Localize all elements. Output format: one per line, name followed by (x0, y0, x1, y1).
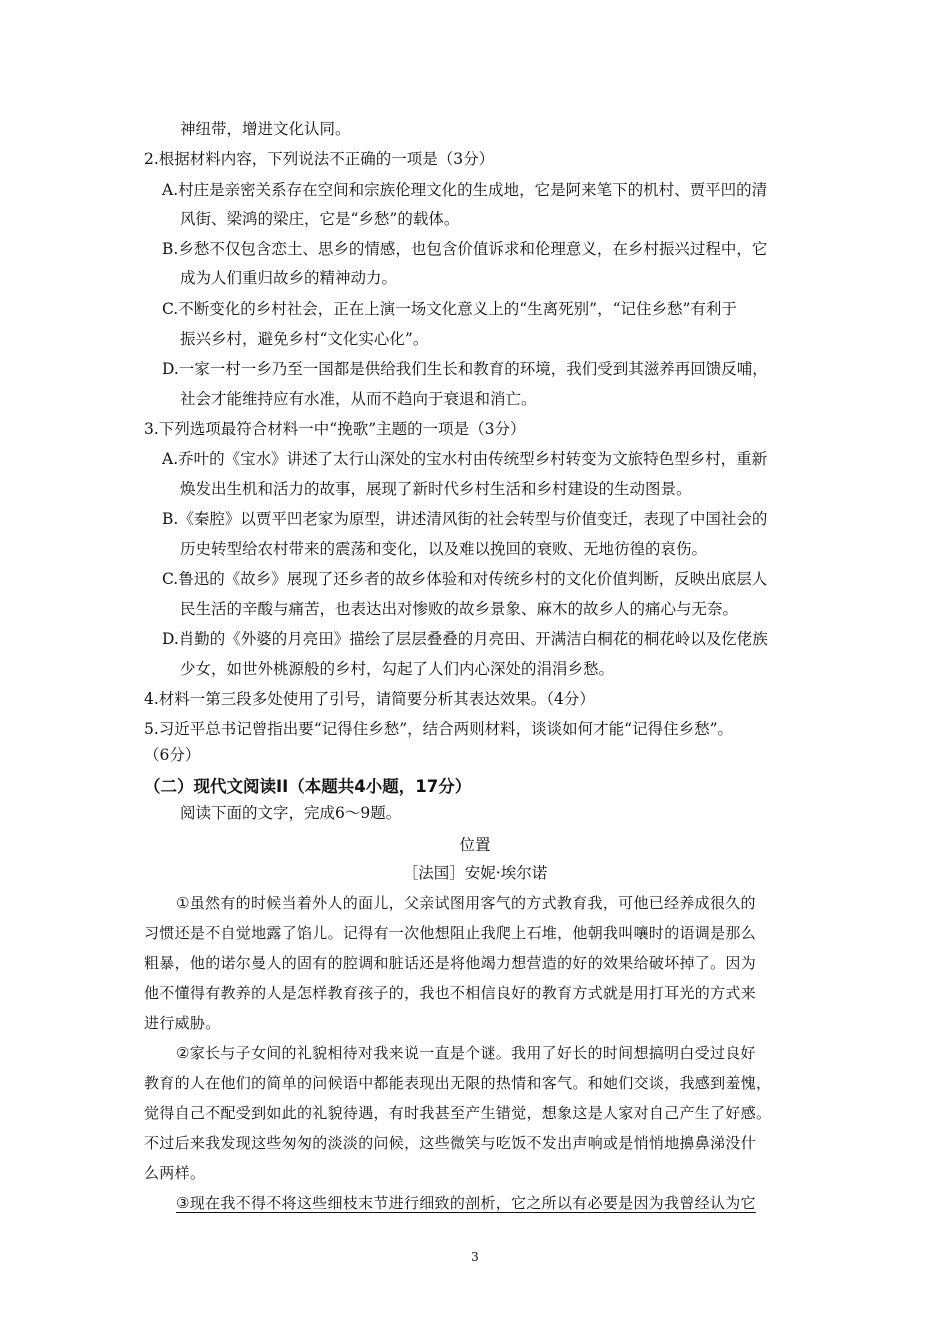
article-title: 位置 (459, 836, 491, 854)
section-heading: （二）现代文阅读II（本题共4小题，17分） (144, 777, 472, 796)
q3-option-c: C.鲁迅的《故乡》展现了还乡者的故乡体验和对传统乡村的文化价值判断，反映出底层人 (162, 570, 768, 588)
paragraph-1-line-3: 粗暴，他的诺尔曼人的固有的腔调和脏话还是将他竭力想营造的好的效果给破坏掉了。因为 (144, 954, 757, 972)
q2-option-d-cont: 社会才能维持应有水准，从而不趋向于衰退和消亡。 (180, 390, 537, 408)
paragraph-2-line-4: 不过后来我发现这些匆匆的淡淡的问候，这些微笑与吃饭不发出声响或是悄悄地擤鼻涕没什 (144, 1134, 757, 1152)
q2-option-a: A.村庄是亲密关系存在空间和宗族伦理文化的生成地，它是阿来笔下的机村、贾平凹的清 (162, 181, 768, 199)
q3-option-c-cont: 民生活的辛酸与痛苦，也表达出对惨败的故乡景象、麻木的故乡人的痛心与无奈。 (180, 600, 739, 618)
paragraph-1-line-5: 进行威胁。 (144, 1014, 221, 1032)
q3-option-b: B.《秦腔》以贾平凹老家为原型，讲述清风街的社会转型与价值变迁，表现了中国社会的 (162, 510, 768, 528)
instruction: 阅读下面的文字，完成6～9题。 (180, 804, 402, 822)
article-author: ［法国］安妮·埃尔诺 (402, 864, 548, 882)
paragraph-2-line-3: 觉得自己不配受到如此的礼貌待遇，有时我甚至产生错觉，想象这是人家对自己产生了好感。 (144, 1104, 772, 1122)
q2-option-b-cont: 成为人们重归故乡的精神动力。 (180, 269, 398, 287)
q2-option-c-cont: 振兴乡村，避免乡村“文化实心化”。 (180, 330, 429, 348)
q2-option-c: C.不断变化的乡村社会，正在上演一场文化意义上的“生离死别”，“记住乡愁”有利于 (162, 300, 737, 318)
q2-option-b: B.乡愁不仅包含恋土、思乡的情感，也包含价值诉求和伦理意义，在乡村振兴过程中，它 (162, 240, 768, 258)
paragraph-2-line-1: ②家长与子女间的礼貌相待对我来说一直是个谜。我用了好长的时间想搞明白受过良好 (176, 1044, 756, 1062)
paragraph-1-line-1: ①虽然有的时候当着外人的面儿，父亲试图用客气的方式教育我，可他已经养成很久的 (176, 894, 756, 912)
q2-option-a-cont: 风街、梁鸿的梁庄，它是“乡愁”的载体。 (180, 210, 460, 228)
question-5: 5.习近平总书记曾指出要“记得住乡愁”，结合两则材料，谈谈如何才能“记得住乡愁”。 (144, 720, 733, 738)
q3-option-d-cont: 少女，如世外桃源般的乡村，勾起了人们内心深处的涓涓乡愁。 (180, 660, 615, 678)
paragraph-1-line-2: 习惯还是不自觉地露了馅儿。记得有一次他想阻止我爬上石堆，他朝我叫嚷时的语调是那么 (144, 924, 757, 942)
q3-option-a-cont: 焕发出生机和活力的故事，展现了新时代乡村生活和乡村建设的生动图景。 (180, 480, 692, 498)
q3-option-d: D.肖勤的《外婆的月亮田》描绘了层层叠叠的月亮田、开满洁白桐花的桐花岭以及仡佬族 (162, 630, 768, 648)
page-number: 3 (471, 1250, 479, 1264)
question-2: 2.根据材料内容，下列说法不正确的一项是（3分） (144, 150, 495, 168)
paragraph-2-line-5: 么两样。 (144, 1164, 206, 1182)
q2-option-d: D.一家一村一乡乃至一国都是供给我们生长和教育的环境，我们受到其滋养再回馈反哺， (162, 360, 768, 378)
question-5-cont: （6分） (144, 746, 201, 764)
paragraph-3-line-1: ③现在我不得不将这些细枝末节进行细致的剖析，它之所以有必要是因为我曾经认为它 (176, 1194, 756, 1212)
continued-line: 神纽带，增进文化认同。 (180, 120, 351, 138)
q3-option-a: A.乔叶的《宝水》讲述了太行山深处的宝水村由传统型乡村转变为文旅特色型乡村，重新 (162, 450, 768, 468)
question-4: 4.材料一第三段多处使用了引号，请简要分析其表达效果。（4分） (144, 690, 595, 708)
paragraph-1-line-4: 他不懂得有教养的人是怎样教育孩子的，我也不相信良好的教育方式就是用打耳光的方式来 (144, 984, 757, 1002)
paragraph-2-line-2: 教育的人在他们的简单的问候语中都能表现出无限的热情和客气。和她们交谈，我感到羞愧， (144, 1074, 772, 1092)
question-3: 3.下列选项最符合材料一中“挽歌”主题的一项是（3分） (144, 420, 526, 438)
q3-option-b-cont: 历史转型给农村带来的震荡和变化，以及难以挽回的衰败、无地彷徨的哀伤。 (180, 540, 708, 558)
